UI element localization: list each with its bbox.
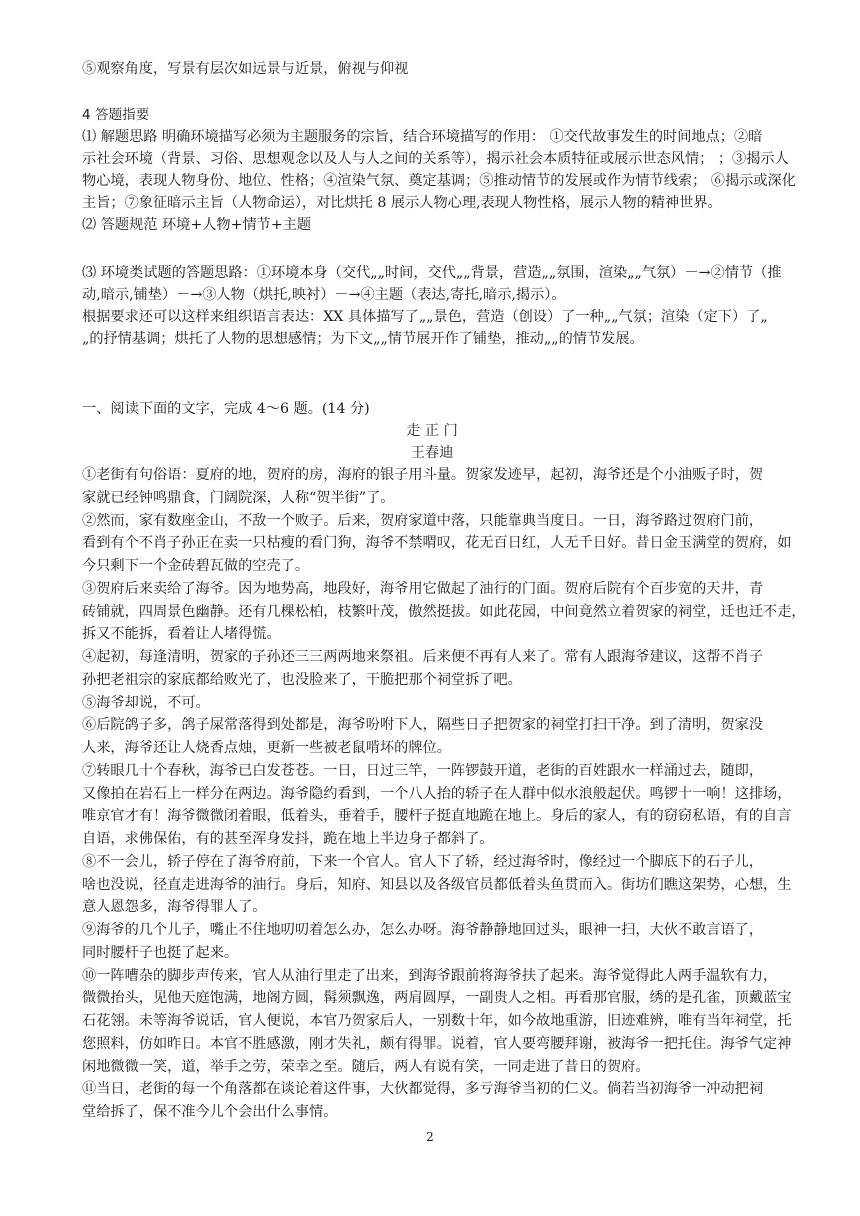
story-line: ⑩一阵嘈杂的脚步声传来，官人从油行里走了出来，到海爷跟前将海爷扶了起来。海爷觉得此人两手温软有力， (82, 967, 778, 984)
story-line: 闲地微微一笑，道，举手之劳，荣幸之至。随后，两人有说有笑，一同走进了昔日的贺府。 (82, 1058, 650, 1075)
guide-p1-line-2: 示社会环境（背景、习俗、思想观念以及人与人之间的关系等），揭示社会本质特征或展示世态风情； ；③揭示人 (82, 151, 789, 167)
story-line: ⑨海爷的几个儿子，嘴止不住地叨叨着怎么办，怎么办呀。海爷静静地回过头，眼神一扫，大伙不敢言语了， (82, 922, 764, 938)
guide-p1-line-1: ⑴ 解题思路 明确环境描写必须为主题服务的宗旨，结合环境描写的作用： ①交代故事发生的时间地点；②暗 (82, 129, 763, 145)
story-title: 走 正 门 (406, 423, 458, 439)
story-line: 唯京官才有！海爷微微闭着眼，低着头，垂着手，腰杆子挺直地跪在地上。身后的家人，有的窃窃私语，有的自言 (82, 808, 792, 825)
story-line: 又像拍在岩石上一样分在两边。海爷隐约看到，一个八人抬的轿子在人群中似水浪般起伏。鸣锣十一响！这排场， (82, 785, 792, 802)
guide-p3-line-3: 根据要求还可以这样来组织语言表达：XX 具体描写了„„景色，营造（创设）了一种„„气氛；渲染（定下）了„ (82, 309, 768, 325)
story-line: 石花翎。未等海爷说话，官人便说，本官乃贺家后人，一别数十年，如今故地重游，旧迹难辨，唯有当年祠堂，托 (82, 1013, 792, 1029)
story-line: 人来，海爷还让人烧香点烛，更新一些被老鼠啃坏的牌位。 (82, 740, 451, 756)
guide-p3-line-2: 动,暗示,铺垫）－→③人物（烘托,映衬）－→④主题（表达,寄托,暗示,揭示）。 (82, 287, 566, 303)
story-line: ③贺府后来卖给了海爷。因为地势高，地段好，海爷用它做起了油行的门面。贺府后院有个百步宽的天井，青 (82, 580, 764, 597)
story-line: 意人恩怨多，海爷得罪人了。 (82, 899, 267, 916)
story-line: ⑪当日，老街的每一个角落都在谈论着这件事，大伙都觉得，多亏海爷当初的仁义。倘若当初海爷一冲动把祠 (82, 1081, 764, 1098)
story-line: 看到有个不肖子孙正在卖一只枯瘦的看门狗，海爷不禁喟叹，花无百日红，人无千日好。昔日金玉满堂的贺府，如 (82, 535, 792, 552)
story-line: ②然而，家有数座金山，不敌一个败子。后来，贺府家道中落，只能靠典当度日。一日，海爷路过贺府门前， (82, 512, 764, 529)
section-heading-answer-guide: 4 答题指要 (82, 107, 150, 123)
story-line: 砖铺就，四周景色幽静。还有几棵松柏，枝繁叶茂，傲然挺拔。如此花园，中间竟然立着贺家的祠堂，迁也迁不走， (82, 603, 806, 620)
story-line: 自语，求佛保佑，有的甚至浑身发抖，跪在地上半边身子都斜了。 (82, 831, 494, 847)
reading-intro: 一、阅读下面的文字，完成 4～6 题。(14 分) (82, 401, 370, 417)
story-line: 同时腰杆子也挺了起来。 (82, 944, 239, 961)
story-line: ①老街有句俗语：夏府的地，贺府的房，海府的银子用斗量。贺家发迹早，起初，海爷还是个小油贩子时，贺 (82, 467, 764, 483)
story-line: 啥也没说，径直走进海爷的油行。身后，知府、知县以及各级官员都低着头鱼贯而入。街坊们瞧这架势，心想，生 (82, 876, 792, 893)
story-line: 您照料，仿如昨日。本官不胜感激，刚才失礼，颇有得罪。说着，官人要弯腰拜谢，被海爷一把托住。海爷气定神 (82, 1035, 792, 1052)
story-line: 家就已经钟鸣鼎食，门阔院深，人称“贺半街”了。 (82, 489, 395, 506)
story-line: 微微抬头，见他天庭饱满，地阁方圆，髯须飘逸，两肩圆厚，一副贵人之相。再看那官服，绣的是孔雀，顶戴蓝宝 (82, 990, 792, 1007)
story-line: 孙把老祖宗的家底都给败光了，也没脸来了，干脆把那个祠堂拆了吧。 (82, 671, 522, 688)
guide-p3-line-4: „的抒情基调；烘托了人物的思想感情；为下文„„情节展开作了铺垫，推动„„的情节发展。 (82, 331, 644, 347)
story-line: ⑧不一会儿，轿子停在了海爷府前，下来一个官人。官人下了轿，经过海爷时，像经过一个脚底下的石子儿， (82, 853, 764, 870)
story-line: ④起初，每逢清明，贺家的子孙还三三两两地来祭祖。后来便不再有人来了。常有人跟海爷建议，这帮不肖子 (82, 649, 764, 665)
item-5-observation-angle: ⑤观察角度，写景有层次如远景与近景，俯视与仰视 (82, 61, 409, 77)
story-line: 今只剩下一个金砖碧瓦做的空壳了。 (82, 558, 310, 574)
guide-p3-line-1: ⑶ 环境类试题的答题思路：①环境本身（交代„„时间，交代„„背景，营造„„氛围，渲染„„气氛）－→②情节（推 (82, 265, 782, 281)
guide-p1-line-4: 主旨；⑦象征暗示主旨（人物命运），对比烘托 8 展示人物心理,表现人物性格，展示人物的精神世界。 (82, 195, 722, 211)
story-line: ⑦转眼几十个春秋，海爷已白发苍苍。一日，日过三竿，一阵锣鼓开道，老街的百姓跟水一样涌过去，随即， (82, 762, 764, 779)
guide-p2-answer-format: ⑵ 答题规范 环境+人物+情节+主题 (82, 217, 312, 233)
guide-p1-line-3: 物心境，表现人物身份、地位、性格；④渲染气氛、奠定基调；⑤推动情节的发展或作为情节线索； ⑥揭示或深化 (82, 173, 796, 189)
story-line: ⑤海爷却说，不可。 (82, 694, 210, 711)
story-line: 堂给拆了，保不准今儿个会出什么事情。 (82, 1104, 338, 1120)
story-line: ⑥后院鸽子多，鸽子屎常落得到处都是，海爷吩咐下人，隔些日子把贺家的祠堂打扫干净。到了清明，贺家没 (82, 717, 764, 734)
story-author: 王春迪 (410, 445, 454, 461)
page-number: 2 (426, 1130, 434, 1144)
story-line: 拆又不能拆，看着让人堵得慌。 (82, 626, 281, 643)
